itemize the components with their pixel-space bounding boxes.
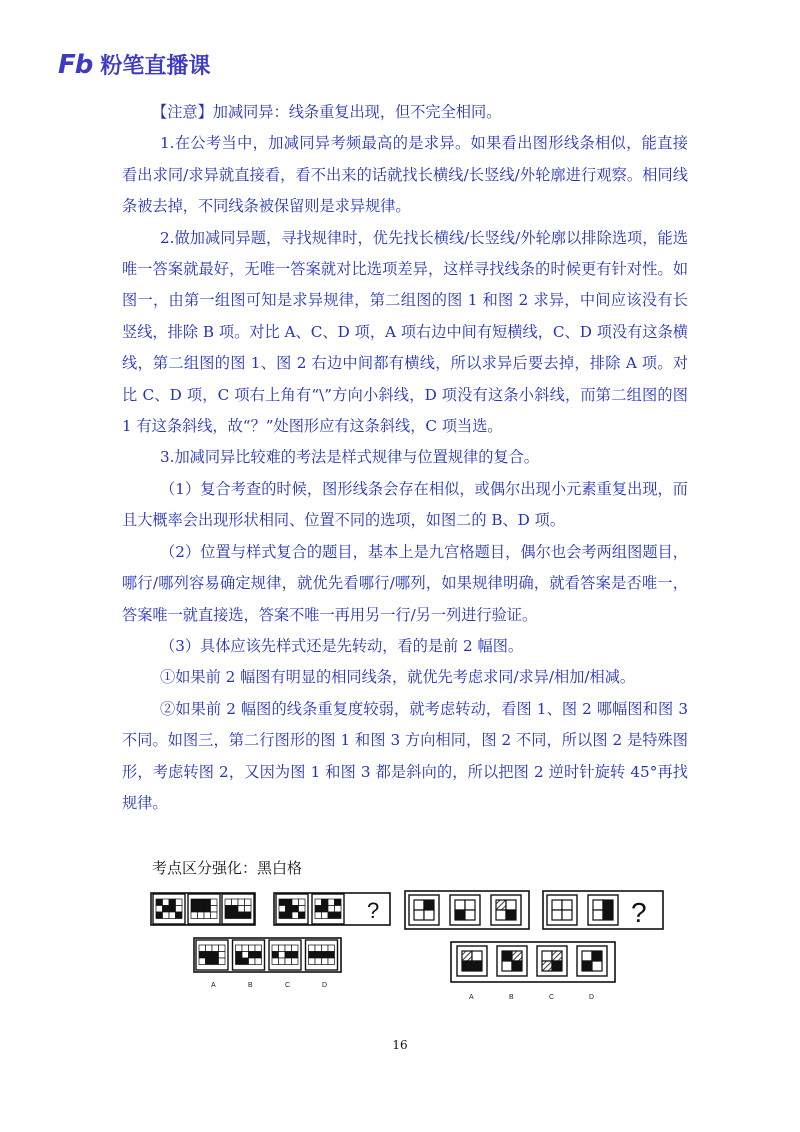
grid-cell xyxy=(169,899,176,906)
grid-cell xyxy=(299,912,306,919)
square-quadrant xyxy=(472,961,482,971)
square-quadrant xyxy=(465,900,475,910)
grid-cell xyxy=(225,912,232,919)
grid-cell xyxy=(206,952,213,959)
grid-figure xyxy=(222,894,254,924)
paragraph-1: 1.在公考当中，加减同异考频最高的是求异。如果看出图形线条相似，能直接看出求同/求异就直接看，看不出来的话就找长横线/长竖线/外轮廓进行观察。相同线条被去掉，不同线条被保留则是求异规律。 xyxy=(122,134,688,216)
grid-cell xyxy=(309,952,316,959)
grid-cell xyxy=(169,906,176,913)
option-grid xyxy=(306,940,338,970)
square-quadrant xyxy=(552,910,562,920)
grid-cell xyxy=(236,945,243,952)
grid-cell xyxy=(198,912,205,919)
figure-quadrant-squares xyxy=(404,888,666,998)
option-label-d: D xyxy=(322,982,328,989)
square-quadrant xyxy=(496,900,506,910)
square-quadrant xyxy=(414,900,424,910)
grid-cell xyxy=(163,906,170,913)
grid-cell xyxy=(156,906,163,913)
grid-cell xyxy=(279,958,286,965)
grid-cell xyxy=(212,952,219,959)
grid-cell xyxy=(211,912,218,919)
quadrant-figure xyxy=(450,895,480,925)
grid-cell xyxy=(328,906,335,913)
grid-cell xyxy=(212,945,219,952)
grid-cell xyxy=(309,958,316,965)
square-quadrant xyxy=(512,961,522,971)
grid-cell xyxy=(242,945,249,952)
grid-cell xyxy=(245,906,252,913)
square-quadrant xyxy=(506,910,516,920)
grid-cell xyxy=(232,906,239,913)
grid-cell xyxy=(204,899,211,906)
square-quadrant xyxy=(512,951,522,961)
grid-cell xyxy=(191,906,198,913)
paragraph-3-3: （3）具体应该先样式还是先转动，看的是前 2 幅图。 xyxy=(160,636,524,655)
grid-cell xyxy=(279,906,286,913)
figure-black-white-grid xyxy=(150,890,395,1000)
grid-cell xyxy=(335,912,342,919)
grid-cell xyxy=(191,899,198,906)
grid-cell xyxy=(232,899,239,906)
grid-cell xyxy=(322,906,329,913)
grid-cell xyxy=(211,899,218,906)
grid-cell xyxy=(238,906,245,913)
grid-figure xyxy=(276,894,308,924)
grid-cell xyxy=(199,952,206,959)
grid-cell xyxy=(279,952,286,959)
option-grid xyxy=(196,940,228,970)
grid-cell xyxy=(272,952,279,959)
quadrant-figure xyxy=(491,895,521,925)
option-square xyxy=(497,946,527,976)
grid-cell xyxy=(286,906,293,913)
grid-cell xyxy=(292,906,299,913)
grid-cell xyxy=(191,912,198,919)
square-quadrant xyxy=(542,951,552,961)
option-label-c: C xyxy=(285,982,291,989)
quadrant-figure xyxy=(547,895,577,925)
square-quadrant xyxy=(414,910,424,920)
grid-cell xyxy=(176,912,183,919)
grid-cell xyxy=(299,906,306,913)
grid-cell xyxy=(219,958,226,965)
grid-cell xyxy=(328,899,335,906)
grid-cell xyxy=(292,952,299,959)
square-quadrant xyxy=(592,961,602,971)
grid-cell xyxy=(199,958,206,965)
grid-cell xyxy=(285,945,292,952)
grid-cell xyxy=(225,899,232,906)
square-quadrant xyxy=(552,951,562,961)
grid-cell xyxy=(236,958,243,965)
quadrant-figure xyxy=(409,895,439,925)
paragraph-3-2: （2）位置与样式复合的题目，基本上是九宫格题目，偶尔也会考两组图题目，哪行/哪列容易确定规律，就优先看哪行/哪列，如果规律明确，就看答案是否唯一，答案唯一就直接选，答案不唯一再用另一行/另一列进行验证。 xyxy=(122,542,688,624)
option-grid xyxy=(269,940,301,970)
page-number: 16 xyxy=(392,1038,408,1052)
grid-cell xyxy=(328,952,335,959)
grid-cell xyxy=(204,906,211,913)
grid-cell xyxy=(225,906,232,913)
grid-cell xyxy=(176,906,183,913)
paragraph-note: 【注意】加减同异：线条重复出现，但不完全相同。 xyxy=(152,103,502,121)
grid-cell xyxy=(163,912,170,919)
square-quadrant xyxy=(472,951,482,961)
grid-cell xyxy=(322,945,329,952)
square-quadrant xyxy=(465,910,475,920)
grid-cell xyxy=(322,958,329,965)
grid-cell xyxy=(335,906,342,913)
square-quadrant xyxy=(462,951,472,961)
option-label-c-right: C xyxy=(549,994,555,1001)
grid-cell xyxy=(245,899,252,906)
grid-cell xyxy=(238,912,245,919)
option-label-a-right: A xyxy=(469,994,474,1001)
grid-cell xyxy=(242,958,249,965)
grid-cell xyxy=(279,945,286,952)
paragraph-2: 2.做加减同异题，寻找规律时，优先找长横线/长竖线/外轮廓以排除选项，能选唯一答案就最好，无唯一答案就对比选项差异，这样寻找线条的时候更有针对性。如图一，由第一组图可知是求异规律，第二组图的图 1 和图 2 求异，中间应该没有长竖线，排除 B 项。对比 A、C、D 项，A 项右边中间有短横线，C、D 项没有这条横线，第二组图的图 1、图 2 右边中间都有横线，所以求异后要去掉，排除 A 项。对比 C、D 项，C 项右上角有“\”方向小斜线，D 项没有这条小斜线，而第二组图的图 1 有这条斜线，故“？”处图形应有这条斜线，C 项当选。 xyxy=(122,228,688,436)
square-quadrant xyxy=(506,900,516,910)
grid-cell xyxy=(242,952,249,959)
grid-cell xyxy=(299,899,306,906)
section-title: 考点区分强化：黑白格 xyxy=(152,859,303,877)
grid-cell xyxy=(212,958,219,965)
brand-logo xyxy=(58,49,210,80)
quadrant-figure xyxy=(588,895,618,925)
grid-cell xyxy=(245,912,252,919)
paragraph-3: 3.加减同异比较难的考法是样式规律与位置规律的复合。 xyxy=(160,448,539,467)
square-quadrant xyxy=(455,900,465,910)
square-quadrant xyxy=(562,900,572,910)
square-quadrant xyxy=(455,910,465,920)
grid-cell xyxy=(204,912,211,919)
square-quadrant xyxy=(603,910,613,920)
grid-cell xyxy=(156,899,163,906)
grid-cell xyxy=(255,958,262,965)
grid-cell xyxy=(198,906,205,913)
grid-cell xyxy=(211,906,218,913)
option-grid xyxy=(233,940,265,970)
option-label-b-right: B xyxy=(509,994,514,1001)
square-quadrant xyxy=(424,910,434,920)
square-quadrant xyxy=(562,910,572,920)
grid-cell xyxy=(279,899,286,906)
paragraph-circle-2: ②如果前 2 幅图的线条重复度较弱，就考虑转动，看图 1、图 2 哪幅图和图 3 不同。如图三，第二行图形的图 1 和图 3 方向相同，图 2 不同，所以图 2 是特殊图形，考虑转图 2，又因为图 1 和图 3 都是斜向的，所以把图 2 逆时针旋转 45°再找规律。 xyxy=(122,699,688,812)
grid-cell xyxy=(272,945,279,952)
grid-cell xyxy=(322,952,329,959)
grid-cell xyxy=(315,958,322,965)
grid-cell xyxy=(322,912,329,919)
grid-cell xyxy=(285,952,292,959)
grid-cell xyxy=(292,912,299,919)
grid-figure xyxy=(188,894,220,924)
grid-cell xyxy=(169,912,176,919)
grid-cell xyxy=(272,958,279,965)
grid-cell xyxy=(249,952,256,959)
grid-cell xyxy=(328,958,335,965)
grid-cell xyxy=(315,912,322,919)
square-quadrant xyxy=(502,961,512,971)
grid-cell xyxy=(285,958,292,965)
grid-figure xyxy=(153,894,185,924)
grid-cell xyxy=(198,899,205,906)
grid-cell xyxy=(206,945,213,952)
grid-cell xyxy=(199,945,206,952)
square-quadrant xyxy=(552,900,562,910)
question-mark-right: ? xyxy=(631,897,647,928)
grid-cell xyxy=(219,945,226,952)
grid-cell xyxy=(156,912,163,919)
square-quadrant xyxy=(593,910,603,920)
square-quadrant xyxy=(582,961,592,971)
grid-cell xyxy=(163,899,170,906)
grid-cell xyxy=(236,952,243,959)
logo-text: 粉笔直播课 xyxy=(100,54,211,79)
square-quadrant xyxy=(593,900,603,910)
option-label-a: A xyxy=(211,982,216,989)
square-quadrant xyxy=(542,961,552,971)
grid-cell xyxy=(255,952,262,959)
grid-cell xyxy=(206,958,213,965)
grid-cell xyxy=(249,958,256,965)
grid-cell xyxy=(279,912,286,919)
grid-cell xyxy=(315,945,322,952)
logo-mark: Fb xyxy=(58,49,93,80)
grid-cell xyxy=(286,912,293,919)
grid-cell xyxy=(335,899,342,906)
grid-cell xyxy=(292,899,299,906)
square-quadrant xyxy=(592,951,602,961)
grid-figure xyxy=(312,894,344,924)
option-square xyxy=(537,946,567,976)
square-quadrant xyxy=(603,900,613,910)
square-quadrant xyxy=(424,900,434,910)
option-square xyxy=(577,946,607,976)
grid-cell xyxy=(322,899,329,906)
grid-cell xyxy=(286,899,293,906)
square-quadrant xyxy=(502,951,512,961)
paragraph-3-1: （1）复合考查的时候，图形线条会存在相似，或偶尔出现小元素重复出现，而且大概率会出现形状相同、位置不同的选项，如图二的 B、D 项。 xyxy=(122,479,688,530)
option-label-d-right: D xyxy=(589,994,595,1001)
grid-cell xyxy=(219,952,226,959)
grid-cell xyxy=(328,912,335,919)
question-mark: ? xyxy=(367,898,380,923)
square-quadrant xyxy=(496,910,506,920)
option-label-b: B xyxy=(248,982,253,989)
square-quadrant xyxy=(462,961,472,971)
square-quadrant xyxy=(552,961,562,971)
grid-cell xyxy=(176,899,183,906)
grid-cell xyxy=(309,945,316,952)
grid-cell xyxy=(292,958,299,965)
grid-cell xyxy=(315,906,322,913)
grid-cell xyxy=(315,899,322,906)
grid-cell xyxy=(232,912,239,919)
option-square xyxy=(457,946,487,976)
grid-cell xyxy=(315,952,322,959)
grid-cell xyxy=(255,945,262,952)
grid-cell xyxy=(328,945,335,952)
paragraph-circle-1: ①如果前 2 幅图有明显的相同线条，就优先考虑求同/求异/相加/相减。 xyxy=(160,668,636,687)
grid-cell xyxy=(249,945,256,952)
grid-cell xyxy=(292,945,299,952)
grid-cell xyxy=(238,899,245,906)
body-text xyxy=(122,97,688,819)
square-quadrant xyxy=(582,951,592,961)
